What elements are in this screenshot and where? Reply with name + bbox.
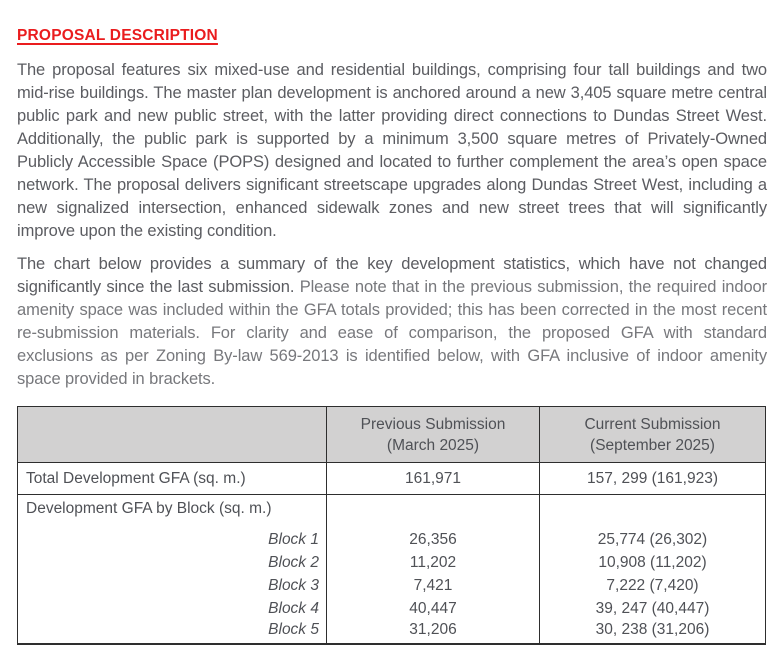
gfa-by-block-label: Development GFA by Block (sq. m.) xyxy=(18,495,327,524)
empty-cell xyxy=(327,495,540,524)
block-1-row xyxy=(18,529,766,552)
current-submission-header xyxy=(540,407,766,463)
summary-lead-sentence: The chart below provides a summary of the key development statistics, which have not changed significantly since the last submission. xyxy=(17,255,767,296)
block-3-label: Block 3 xyxy=(18,575,327,598)
current-submission-date: (September 2025) xyxy=(590,436,715,454)
block-2-row xyxy=(18,552,766,575)
block-5-current-value: 30, 238 (31,206) xyxy=(540,621,766,644)
block-5-label: Block 5 xyxy=(18,621,327,644)
previous-submission-header xyxy=(327,407,540,463)
empty-cell xyxy=(540,495,766,524)
block-4-row xyxy=(18,598,766,621)
block-4-label: Block 4 xyxy=(18,598,327,621)
previous-submission-date: (March 2025) xyxy=(386,436,480,454)
block-1-current-value: 25,774 (26,302) xyxy=(540,529,766,552)
total-gfa-row xyxy=(18,463,766,495)
summary-note-text: Please note that in the previous submission, the required indoor amenity space was included within the GFA totals provided; this has been corrected in the most recent re-submission materials. For clarity and ease of comparison, the proposed GFA with standard exclusions as per Zoning By-law 569-2013 is identified below, with GFA inclusive of indoor amenity space provided in brackets. xyxy=(17,278,768,388)
table-header-row xyxy=(18,407,766,463)
block-4-previous-value: 40,447 xyxy=(327,598,540,621)
current-submission-title: Current Submission xyxy=(584,415,721,433)
block-3-current-value: 7,222 (7,420) xyxy=(540,575,766,598)
block-5-row xyxy=(18,621,766,644)
page-title: PROPOSAL DESCRIPTION xyxy=(17,27,218,44)
gfa-by-block-section-row xyxy=(18,495,766,524)
block-1-previous-value: 26,356 xyxy=(327,529,540,552)
empty-header-cell xyxy=(18,407,327,463)
block-4-current-value: 39, 247 (40,447) xyxy=(540,598,766,621)
block-1-label: Block 1 xyxy=(18,529,327,552)
statistics-summary-paragraph xyxy=(17,253,767,391)
total-gfa-previous-value: 161,971 xyxy=(327,463,540,495)
block-2-previous-value: 11,202 xyxy=(327,552,540,575)
block-2-label: Block 2 xyxy=(18,552,327,575)
block-3-row xyxy=(18,575,766,598)
block-5-previous-value: 31,206 xyxy=(327,621,540,644)
development-statistics-table xyxy=(17,406,766,645)
total-gfa-current-value: 157, 299 (161,923) xyxy=(540,463,766,495)
block-2-current-value: 10,908 (11,202) xyxy=(540,552,766,575)
previous-submission-title: Previous Submission xyxy=(360,415,506,433)
proposal-paragraph: The proposal features six mixed-use and residential buildings, comprising four tall buildings and two mid-rise buildings. The master plan development is anchored around a new 3,405 square metre central public park and new public street, with the latter providing direct connections to Dundas Street West. Additionally, the public park is supported by a minimum 3,500 square metres of Privately-Owned Publicly Accessible Space (POPS) designed and located to further complement the area’s open space network. The proposal delivers significant streetscape upgrades along Dundas Street West, including a new signalized intersection, enhanced sidewalk zones and new street trees that will significantly improve upon the existing condition. xyxy=(17,61,767,240)
total-gfa-label: Total Development GFA (sq. m.) xyxy=(18,463,327,495)
block-3-previous-value: 7,421 xyxy=(327,575,540,598)
